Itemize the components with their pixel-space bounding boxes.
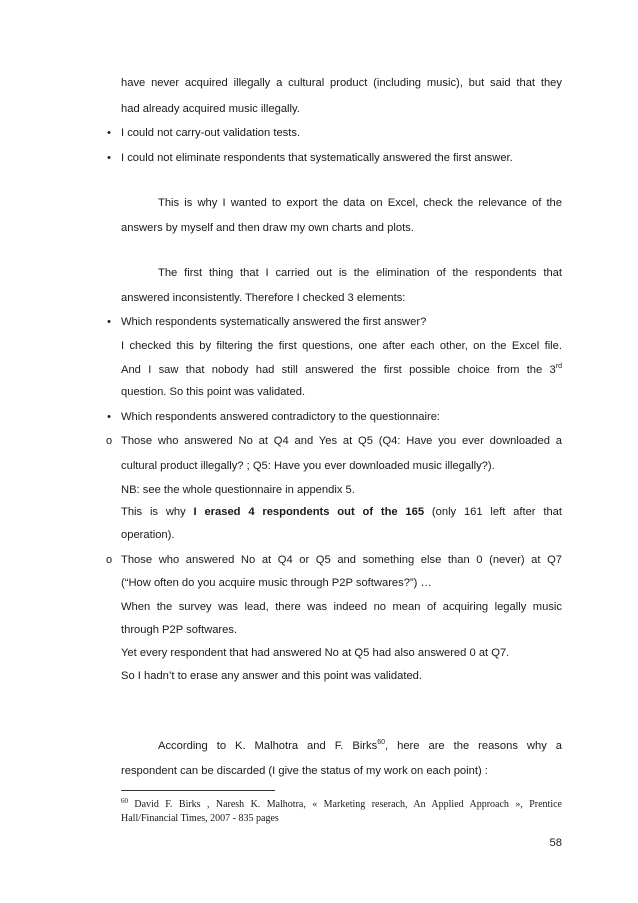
text-line	[121, 363, 562, 377]
paragraph-line	[158, 739, 562, 753]
text-line	[121, 505, 562, 519]
footnote-ref: 60	[377, 739, 386, 746]
footnote-separator	[121, 790, 275, 791]
superscript: rd	[555, 363, 562, 370]
page-number: 58	[549, 837, 562, 849]
text-span: This is why	[121, 506, 194, 518]
bullet-item: I could not carry-out validation tests.	[121, 127, 301, 139]
bullet-marker: •	[107, 411, 111, 423]
text-span: According to K. Malhotra and F. Birks	[158, 740, 378, 752]
circle-marker: o	[105, 435, 113, 447]
text-line: When the survey was lead, there was indeed no mean of acquiring legally music	[121, 601, 562, 613]
paragraph-line: respondent can be discarded (I give the status of my work on each point) :	[121, 765, 488, 777]
footnote-text: David F. Birks , Naresh K. Malhotra, « Marketing reserach, An Applied Approach », Prentice	[128, 799, 562, 810]
text-span: , here are the reasons why a	[385, 740, 562, 752]
text-line: (“How often do you acquire music through P2P softwares?”) …	[121, 577, 432, 589]
text-line: I checked this by filtering the first questions, one after each other, on the Excel file.	[121, 340, 562, 352]
text-line: had already acquired music illegally.	[121, 103, 300, 115]
text-span: And I saw that nobody had still answered the first possible choice from the 3	[121, 364, 556, 376]
paragraph-line: answers by myself and then draw my own charts and plots.	[121, 222, 414, 234]
text-line: question. So this point was validated.	[121, 386, 306, 398]
footnote-line: Hall/Financial Times, 2007 - 835 pages	[121, 813, 279, 824]
bullet-marker: •	[107, 127, 111, 139]
paragraph-line: answered inconsistently. Therefore I checked 3 elements:	[121, 292, 406, 304]
text-line: NB: see the whole questionnaire in appendix 5.	[121, 484, 355, 496]
bold-span: I erased 4 respondents out of the 165	[193, 506, 425, 518]
text-line: So I hadn’t to erase any answer and this point was validated.	[121, 670, 423, 682]
text-line: Yet every respondent that had answered No at Q5 had also answered 0 at Q7.	[121, 647, 510, 659]
footnote-number: 60	[121, 797, 128, 805]
paragraph-line: The first thing that I carried out is the elimination of the respondents that	[158, 267, 562, 279]
bullet-marker: •	[107, 316, 111, 328]
bullet-marker: •	[107, 152, 111, 164]
bullet-item: Which respondents answered contradictory to the questionnaire:	[121, 411, 441, 423]
footnote-line	[121, 798, 562, 811]
text-line: operation).	[121, 529, 175, 541]
text-span: (only 161 left after that	[424, 506, 562, 518]
text-line: through P2P softwares.	[121, 624, 238, 636]
sub-item: Those who answered No at Q4 or Q5 and something else than 0 (never) at Q7	[121, 554, 562, 566]
paragraph-line: This is why I wanted to export the data on Excel, check the relevance of the	[158, 197, 562, 209]
text-line: cultural product illegally? ; Q5: Have you ever downloaded music illegally?).	[121, 460, 495, 472]
sub-item: Those who answered No at Q4 and Yes at Q5 (Q4: Have you ever downloaded a	[121, 435, 562, 447]
bullet-item: I could not eliminate respondents that systematically answered the first answer.	[121, 152, 513, 164]
bullet-item: Which respondents systematically answered the first answer?	[121, 316, 427, 328]
text-line: have never acquired illegally a cultural product (including music), but said that they	[121, 77, 562, 89]
circle-marker: o	[105, 554, 113, 566]
